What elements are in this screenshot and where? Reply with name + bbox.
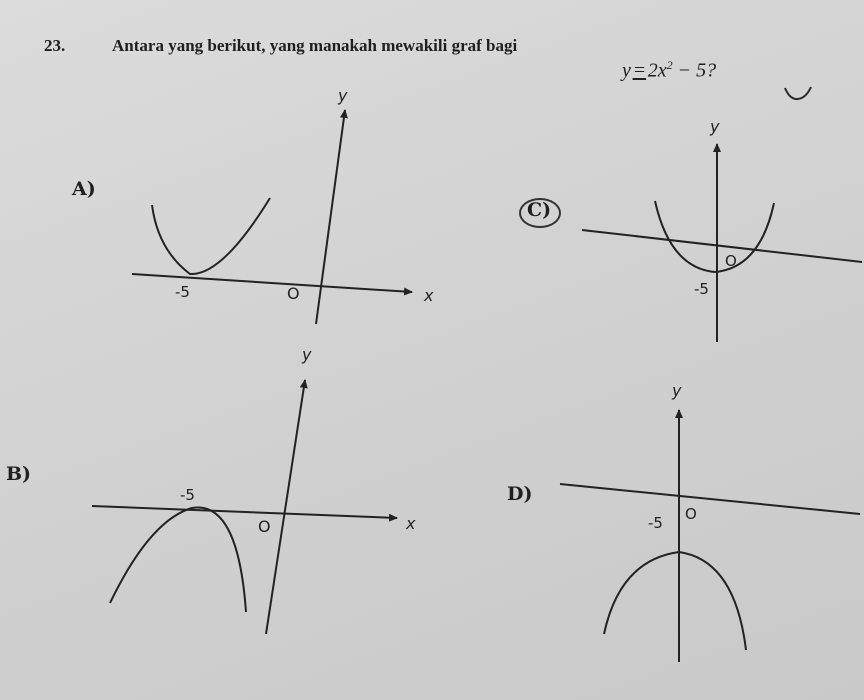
option-b-label[interactable]: B): [6, 463, 32, 485]
graph-c-origin-label: O: [725, 252, 737, 270]
graph-c-value-label: -5: [694, 280, 709, 298]
option-a-label[interactable]: A): [72, 178, 96, 200]
option-d-label[interactable]: D): [507, 483, 533, 505]
graph-a[interactable]: [132, 86, 434, 324]
graph-a-y-axis: [316, 110, 345, 324]
graph-a-origin-label: O: [287, 284, 300, 303]
graph-a-y-label: y: [338, 86, 348, 105]
graph-b-x-label: x: [406, 514, 416, 533]
graph-d-origin-label: O: [685, 505, 697, 523]
graph-b-y-label: y: [302, 345, 312, 364]
graph-a-x-label: x: [424, 286, 434, 305]
graph-b-curve: [110, 507, 246, 612]
graph-d-value-label: -5: [648, 514, 663, 532]
graph-d-y-label: y: [672, 381, 682, 400]
graph-a-value-label: -5: [175, 283, 190, 301]
graph-c-y-label: y: [710, 117, 720, 136]
graph-d-curve: [604, 552, 746, 650]
graph-b-origin-label: O: [258, 517, 271, 536]
graph-d-x-axis: [560, 484, 860, 514]
graph-a-curve: [152, 198, 270, 274]
graph-b-y-axis: [266, 380, 305, 634]
question-number: 23.: [44, 36, 66, 55]
graph-d[interactable]: [560, 381, 860, 662]
graph-b[interactable]: [92, 345, 416, 634]
graph-c[interactable]: [582, 117, 862, 342]
graph-b-x-axis: [92, 506, 397, 518]
option-c-label[interactable]: C): [527, 199, 552, 221]
question-text: Antara yang berikut, yang manakah mewakili graf bagi: [112, 36, 518, 55]
graph-b-value-label: -5: [180, 486, 195, 504]
graph-a-x-axis: [132, 274, 412, 292]
graph-c-x-axis: [582, 230, 862, 262]
graph-c-curve: [655, 201, 774, 272]
equation: y = $2x^2 - 5$?: [622, 58, 717, 82]
